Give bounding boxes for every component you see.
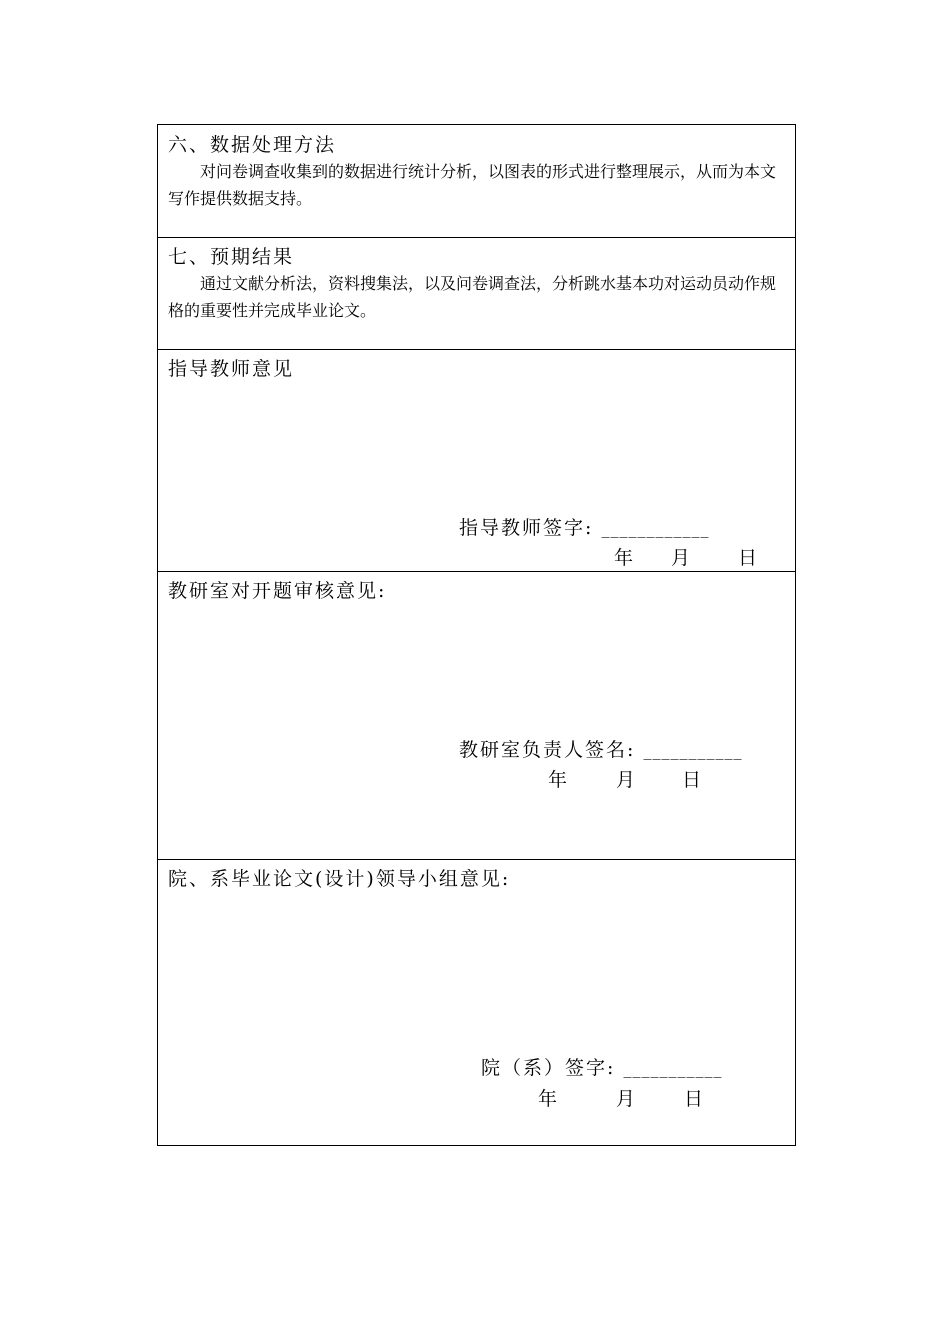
section-heading: 院、系毕业论文(设计)领导小组意见: — [168, 868, 511, 890]
signature-label: 院（系）签字: — [481, 1057, 616, 1079]
year-label: 年 — [538, 1088, 558, 1110]
month-label: 月 — [616, 1088, 636, 1110]
signature-row — [459, 735, 742, 762]
day-label: 日 — [684, 1088, 704, 1110]
day-label: 日 — [682, 769, 702, 791]
signature-row — [481, 1053, 722, 1080]
section-expected-results — [158, 237, 795, 349]
date-row — [158, 543, 795, 567]
section-heading: 指导教师意见 — [168, 358, 295, 380]
proposal-form-table — [157, 124, 796, 1146]
section-advisor-opinion — [158, 349, 795, 571]
section-data-processing — [158, 125, 795, 237]
section-heading: 六、数据处理方法 — [168, 134, 337, 156]
signature-label: 指导教师签字: — [459, 517, 594, 539]
section-office-review — [158, 571, 795, 859]
signature-line[interactable]: ____________ — [601, 519, 710, 538]
signature-line[interactable]: ___________ — [643, 741, 743, 760]
section-body: 对问卷调查收集到的数据进行统计分析，以图表的形式进行整理展示，从而为本文写作提供数据支持。 — [168, 162, 777, 208]
section-college-opinion — [158, 859, 795, 1145]
signature-line[interactable]: ___________ — [623, 1059, 723, 1078]
month-label: 月 — [671, 547, 691, 569]
signature-row — [459, 513, 709, 540]
year-label: 年 — [548, 769, 568, 791]
date-row — [158, 765, 795, 789]
section-heading: 教研室对开题审核意见: — [168, 580, 387, 602]
date-row — [158, 1084, 795, 1108]
day-label: 日 — [738, 547, 758, 569]
year-label: 年 — [614, 547, 634, 569]
section-heading: 七、预期结果 — [168, 246, 295, 268]
signature-label: 教研室负责人签名: — [459, 739, 636, 761]
month-label: 月 — [616, 769, 636, 791]
section-body: 通过文献分析法，资料搜集法，以及问卷调查法，分析跳水基本功对运动员动作规格的重要性并完成毕业论文。 — [168, 274, 777, 320]
